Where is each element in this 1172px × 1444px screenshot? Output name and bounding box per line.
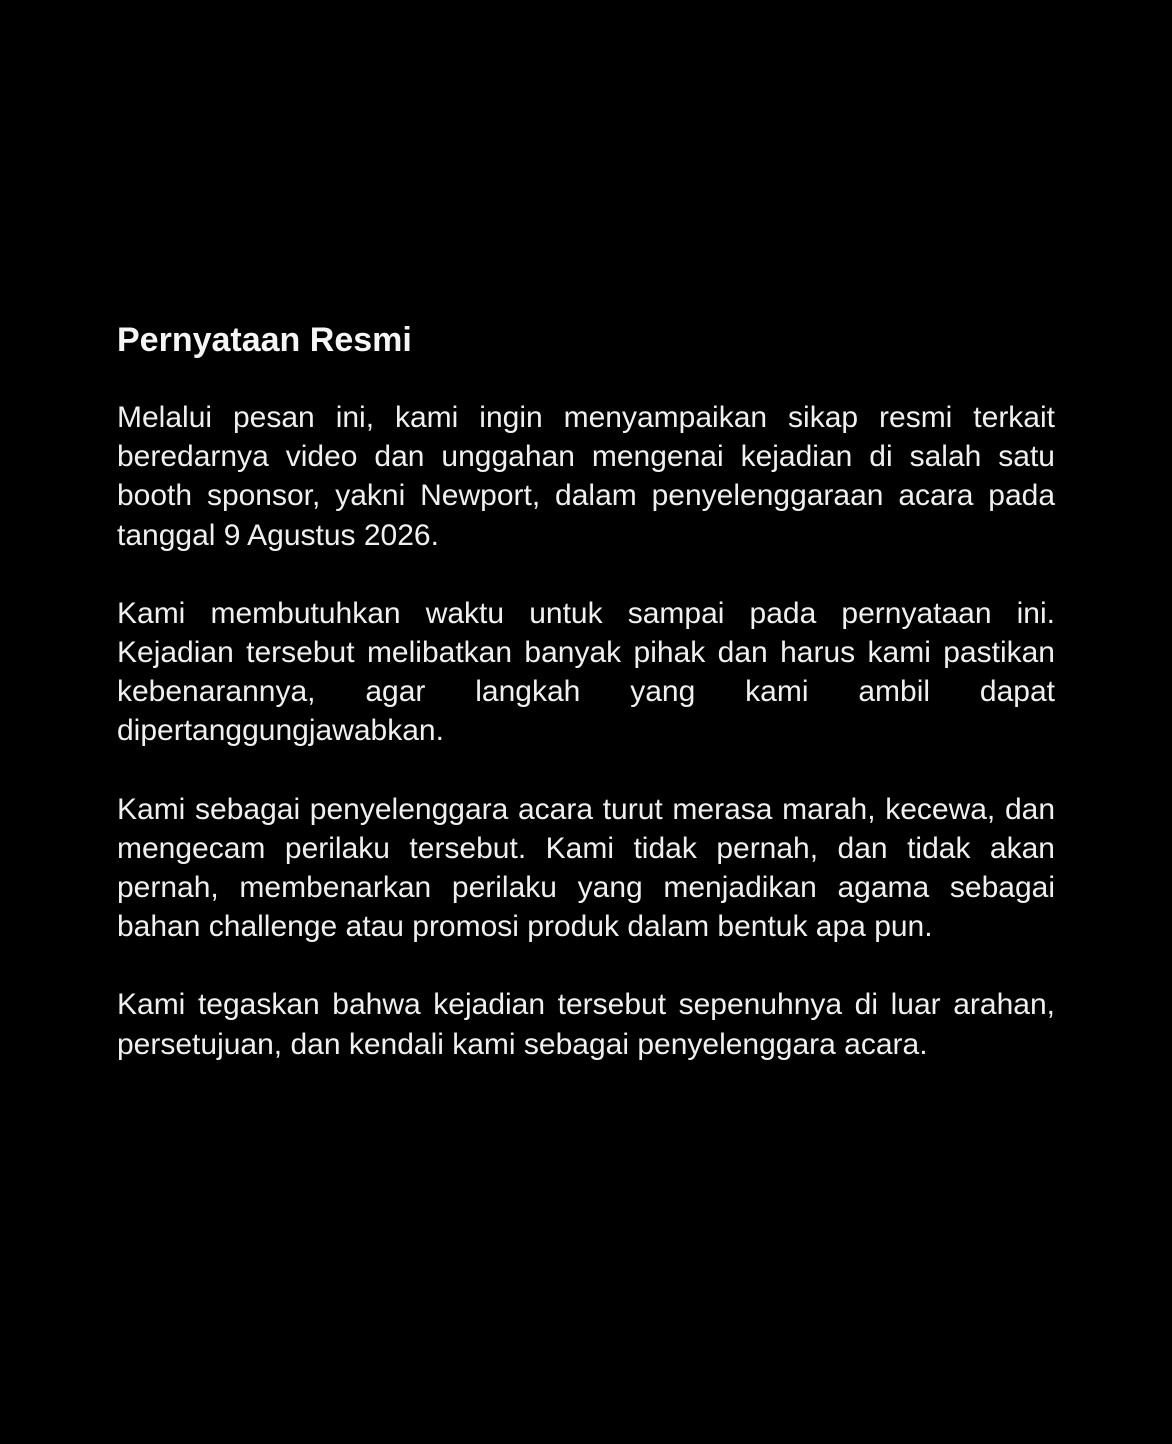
statement-title: Pernyataan Resmi <box>117 321 412 359</box>
statement-paragraph-4: Kami tegaskan bahwa kejadian tersebut sepenuhnya di luar arahan, persetujuan, dan kendali kami sebagai penyelenggara acara. <box>117 988 1055 1061</box>
statement-paragraph-2: Kami membutuhkan waktu untuk sampai pada pernyataan ini. Kejadian tersebut melibatkan banyak pihak dan harus kami pastikan kebenarannya, agar langkah yang kami ambil dapat dipertanggungjawabkan. <box>117 596 1055 748</box>
official-statement <box>117 318 1055 1064</box>
statement-paragraph-1: Melalui pesan ini, kami ingin menyampaikan sikap resmi terkait beredarnya video dan unggahan mengenai kejadian di salah satu booth sponsor, yakni Newport, dalam penyelenggaraan acara pada tanggal 9 Agustus 2026. <box>117 401 1055 552</box>
statement-paragraph-3: Kami sebagai penyelenggara acara turut merasa marah, kecewa, dan mengecam perilaku tersebut. Kami tidak pernah, dan tidak akan pernah, membenarkan perilaku yang menjadikan agama sebagai bahan challenge atau promosi produk dalam bentuk apa pun. <box>117 792 1055 944</box>
